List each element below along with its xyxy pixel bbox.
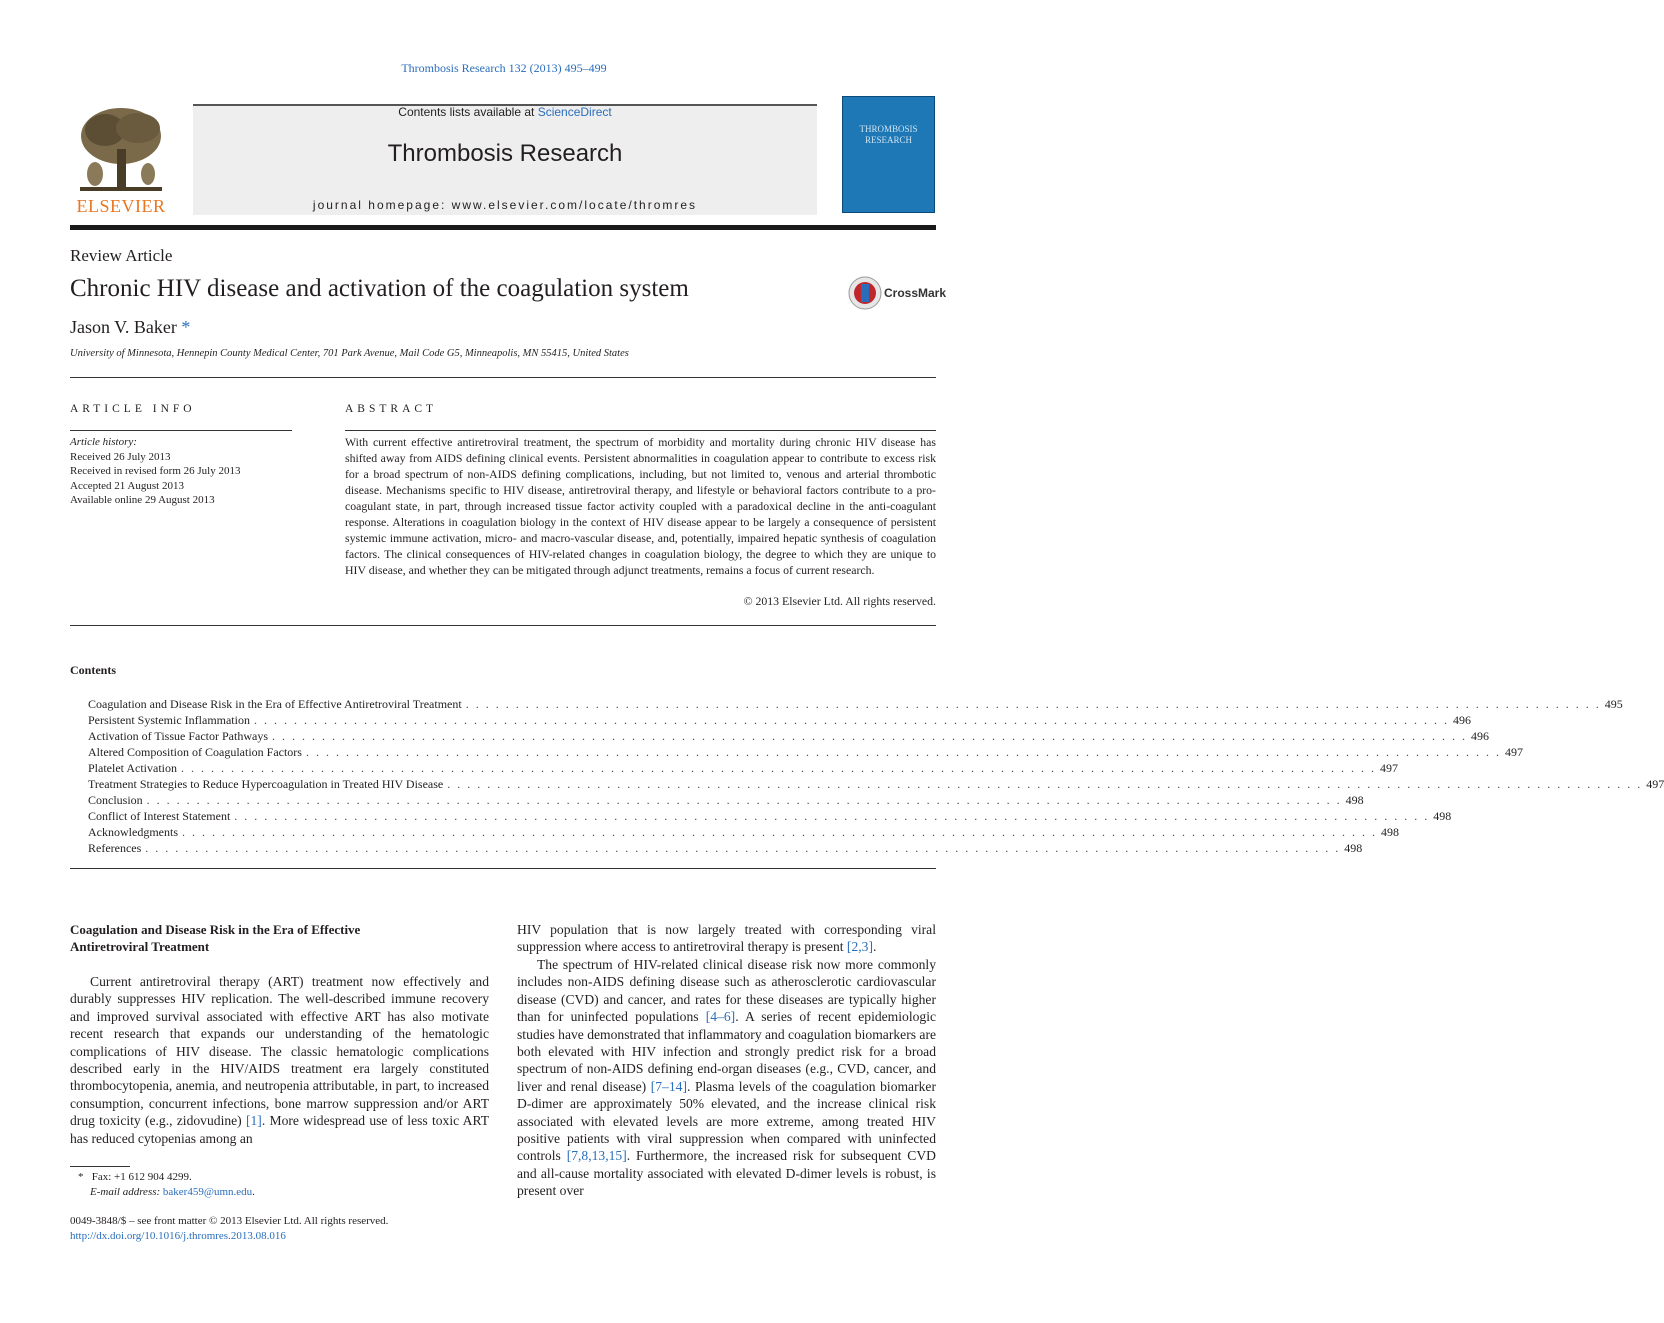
contents-availability	[193, 105, 817, 119]
footnote	[78, 1170, 255, 1200]
toc-item-title[interactable]: Persistent Systemic Inflammation	[88, 713, 250, 727]
toc-item-title[interactable]: Platelet Activation	[88, 761, 177, 775]
abstract-heading: ABSTRACT	[345, 403, 438, 415]
front-matter	[70, 1214, 388, 1244]
toc-item-page: 498	[1433, 809, 1452, 823]
toc-item-title[interactable]: Acknowledgments	[88, 825, 178, 839]
journal-cover-title: THROMBOSIS RESEARCH	[859, 124, 918, 145]
right-p2-c: . Plasma levels of the coagulation biomarker D-dimer are approximately 50% elevated, and the increase clinical risk associated with elevated levels are more extreme, among treated HIV positive patients with viral suppression when compared with uninfected controls	[517, 1078, 936, 1164]
journal-citation[interactable]: Thrombosis Research 132 (2013) 495–499	[401, 61, 607, 75]
footnote-mark: *	[78, 1171, 84, 1183]
toc-item[interactable]: Treatment Strategies to Reduce Hypercoagulation in Treated HIV Disease . . . . . . . . . . . . . . . . . . . . . . . . . . . . . . . . . . . . . . . . . . . . . . . . . . . . . . . . . . . . . . . . . . . . . . . . . . . . . . . . . . . . . . . . . . . . . . . . . . . . . . . . . . . . . . . . . . . . . . . . 497	[88, 777, 1664, 791]
abstract-rule	[345, 430, 936, 431]
body-paragraph-left	[70, 973, 489, 1147]
right-p1-text: HIV population that is now largely treated with corresponding viral suppression where access to antiretroviral therapy is present	[517, 922, 936, 955]
left-p1-text: Current antiretroviral therapy (ART) treatment now effectively and durably suppresses HIV replication. The well-described immune recovery and improved survival associated with effective ART has also motivate recent research that expands our understanding of the hematologic complications of HIV disease. The classic hematologic complications described early in the HIV/AIDS treatment era largely constituted thrombocytopenia, anemia, and neutropenia attributable, in part, to increased consumption, concurrent infections, bone marrow suppression and/or ART drug toxicity (e.g., zidovudine)	[70, 974, 489, 1129]
left-p1-end: . More widespread use of less toxic ART has reduced cytopenias among an	[70, 1113, 490, 1146]
toc-item[interactable]: Persistent Systemic Inflammation . . . . . . . . . . . . . . . . . . . . . . . . . . . . . . . . . . . . . . . . . . . . . . . . . . . . . . . . . . . . . . . . . . . . . . . . . . . . . . . . . . . . . . . . . . . . . . . . . . . . . . . . . . . . . . . . . . . . . . . . 496	[88, 713, 1471, 727]
citation-link[interactable]: [4–6]	[705, 1009, 736, 1025]
history-revised: Received in revised form 26 July 2013	[70, 465, 241, 477]
journal-homepage[interactable]: journal homepage: www.elsevier.com/locate/thromres	[312, 198, 698, 212]
toc-item-page: 497	[1504, 745, 1523, 759]
title-rule	[70, 377, 936, 378]
toc-item[interactable]: Activation of Tissue Factor Pathways . . . . . . . . . . . . . . . . . . . . . . . . . . . . . . . . . . . . . . . . . . . . . . . . . . . . . . . . . . . . . . . . . . . . . . . . . . . . . . . . . . . . . . . . . . . . . . . . . . . . . . . . . . . . . . . . . . . . . . . . 496	[88, 729, 1489, 743]
body-paragraph-right-1	[517, 921, 936, 956]
right-p2-b: . A series of recent epidemiologic studies have demonstrated that inflammatory and coagulation biomarkers are both elevated with HIV infection and strongly predict risk for a broad spectrum of non-AIDS defining end-organ diseases (e.g., CVD, cancer, and liver and renal disease)	[517, 1009, 937, 1094]
crossmark-icon[interactable]	[848, 276, 882, 315]
toc-item-page: 496	[1471, 729, 1489, 743]
toc-item-title[interactable]: Conflict of Interest Statement	[88, 809, 231, 823]
history-label: Article history:	[70, 436, 137, 448]
history-online: Available online 29 August 2013	[70, 494, 215, 506]
article-title: Chronic HIV disease and activation of the coagulation system	[70, 275, 689, 302]
footnote-email-end: .	[252, 1186, 255, 1198]
toc-item-title[interactable]: Coagulation and Disease Risk in the Era of Effective Antiretroviral Treatment	[88, 697, 462, 711]
crossmark-label[interactable]: CrossMark	[884, 286, 947, 300]
toc-item-page: 498	[1344, 841, 1363, 855]
journal-cover	[842, 96, 935, 213]
corresponding-author-mark[interactable]: *	[181, 317, 191, 337]
section-heading: Coagulation and Disease Risk in the Era of Effective Antiretroviral Treatment	[70, 922, 361, 954]
affiliation: University of Minnesota, Hennepin County Medical Center, 701 Park Avenue, Mail Code G5, Minneapolis, MN 55415, United States	[70, 348, 629, 359]
toc-item-page: 497	[1646, 777, 1664, 791]
footnote-email-label: E-mail address:	[90, 1186, 161, 1198]
sciencedirect-link[interactable]: ScienceDirect	[537, 105, 612, 119]
footnote-rule	[70, 1166, 130, 1167]
toc-item[interactable]: References . . . . . . . . . . . . . . . . . . . . . . . . . . . . . . . . . . . . . . . . . . . . . . . . . . . . . . . . . . . . . . . . . . . . . . . . . . . . . . . . . . . . . . . . . . . . . . . . . . . . . . . . . . . . . . . . . . . . . . . . 498	[88, 841, 1363, 855]
toc-item[interactable]: Coagulation and Disease Risk in the Era of Effective Antiretroviral Treatment . . . . . . . . . . . . . . . . . . . . . . . . . . . . . . . . . . . . . . . . . . . . . . . . . . . . . . . . . . . . . . . . . . . . . . . . . . . . . . . . . . . . . . . . . . . . . . . . . . . . . . . . . . . . . . . . . . 495	[88, 697, 1623, 711]
body-paragraph-right-2	[517, 956, 936, 1200]
toc-item-title[interactable]: Altered Composition of Coagulation Factors	[88, 745, 302, 759]
toc-item-page: 498	[1380, 825, 1399, 839]
abstract-bottom-rule	[70, 625, 936, 626]
table-of-contents	[88, 697, 1664, 857]
toc-item[interactable]: Conclusion . . . . . . . . . . . . . . . . . . . . . . . . . . . . . . . . . . . . . . . . . . . . . . . . . . . . . . . . . . . . . . . . . . . . . . . . . . . . . . . . . . . . . . . . . . . . . . . . . . . . . . . . . . . . . . . . . . . . . . . . 498	[88, 793, 1364, 807]
article-history	[70, 435, 240, 508]
toc-item-page: 497	[1379, 761, 1398, 775]
author-email-link[interactable]: baker459@umn.edu	[162, 1186, 253, 1198]
journal-name: Thrombosis Research	[387, 140, 623, 167]
author	[70, 317, 190, 338]
right-p2-d: . Furthermore, the increased risk for subsequent CVD and all-cause mortality associated with elevated D-dimer levels is robust, is present over	[517, 1148, 936, 1199]
issn-line: 0049-3848/$ – see front matter © 2013 Elsevier Ltd. All rights reserved.	[70, 1215, 389, 1227]
abstract-copyright: © 2013 Elsevier Ltd. All rights reserved.	[743, 594, 936, 608]
abstract-text: With current effective antiretroviral treatment, the spectrum of morbidity and mortality during chronic HIV disease has shifted away from AIDS defining clinical events. Persistent abnormalities in coagulation appear to contribute to excess risk for a broad spectrum of non-AIDS defining complications, including, but not limited to, venous and arterial thrombotic disease. Mechanisms specific to HIV disease, antiretroviral therapy, and lifestyle or behavioral factors contribute to a pro-coagulant state, in part, through increased tissue factor activity coupled with a paradoxical decline in the anti-coagulant response. Alterations in coagulation biology in the context of HIV disease appear to be largely a consequence of persistent systemic immune activation, micro- and macro-vascular disease, and, potentially, impaired hepatic synthesis of coagulation factors. The clinical consequences of HIV-related changes in coagulation biology, the degree to which they are unique to HIV disease, and whether they can be mitigated through adjunct treatments, remains a focus of current research.	[345, 435, 936, 577]
toc-item-page: 498	[1345, 793, 1364, 807]
toc-item-title[interactable]: References	[88, 841, 142, 855]
article-info-heading: ARTICLE INFO	[70, 403, 196, 415]
contents-prefix: Contents lists available at	[398, 105, 538, 119]
history-received: Received 26 July 2013	[70, 450, 171, 463]
article-type: Review Article	[70, 246, 173, 265]
contents-heading: Contents	[70, 663, 117, 677]
doi-link[interactable]: http://dx.doi.org/10.1016/j.thromres.2013.08.016	[70, 1230, 286, 1242]
toc-item[interactable]: Conflict of Interest Statement . . . . . . . . . . . . . . . . . . . . . . . . . . . . . . . . . . . . . . . . . . . . . . . . . . . . . . . . . . . . . . . . . . . . . . . . . . . . . . . . . . . . . . . . . . . . . . . . . . . . . . . . . . . . . . . . . . . . . . . . 498	[88, 809, 1452, 823]
citation-link[interactable]: [1]	[245, 1113, 262, 1129]
toc-item[interactable]: Acknowledgments . . . . . . . . . . . . . . . . . . . . . . . . . . . . . . . . . . . . . . . . . . . . . . . . . . . . . . . . . . . . . . . . . . . . . . . . . . . . . . . . . . . . . . . . . . . . . . . . . . . . . . . . . . . . . . . . . . . . . . . . 498	[88, 825, 1399, 839]
toc-item-title[interactable]: Treatment Strategies to Reduce Hypercoagulation in Treated HIV Disease	[88, 777, 444, 791]
citation-link[interactable]: [7,8,13,15]	[566, 1148, 627, 1164]
toc-item[interactable]: Altered Composition of Coagulation Factors . . . . . . . . . . . . . . . . . . . . . . . . . . . . . . . . . . . . . . . . . . . . . . . . . . . . . . . . . . . . . . . . . . . . . . . . . . . . . . . . . . . . . . . . . . . . . . . . . . . . . . . . . . . . . . . . . . . . . . . . 497	[88, 745, 1523, 759]
toc-item-title[interactable]: Activation of Tissue Factor Pathways	[88, 729, 268, 743]
toc-item-page: 496	[1452, 713, 1471, 727]
elsevier-wordmark: ELSEVIER	[76, 196, 166, 216]
citation-link[interactable]: [2,3]	[846, 939, 873, 955]
toc-item[interactable]: Platelet Activation . . . . . . . . . . . . . . . . . . . . . . . . . . . . . . . . . . . . . . . . . . . . . . . . . . . . . . . . . . . . . . . . . . . . . . . . . . . . . . . . . . . . . . . . . . . . . . . . . . . . . . . . . . . . . . . . . . . . . . . . 497	[88, 761, 1398, 775]
citation-link[interactable]: [7–14]	[650, 1078, 687, 1094]
history-accepted: Accepted 21 August 2013	[70, 479, 184, 492]
footnote-fax: Fax: +1 612 904 4299.	[91, 1171, 192, 1183]
author-name: Jason V. Baker	[70, 317, 177, 337]
right-p2-a: The spectrum of HIV-related clinical disease risk now more commonly includes non-AIDS defining disease such as atherosclerotic cardiovascular disease (CVD) and cancer, and rates for these diseases are typically higher than for uninfected populations	[517, 957, 936, 1025]
contents-bottom-rule	[70, 868, 936, 869]
header-rule	[70, 225, 936, 230]
article-info-rule	[70, 430, 292, 431]
right-p1-end: .	[872, 939, 877, 955]
toc-item-title[interactable]: Conclusion	[88, 793, 143, 807]
toc-item-page: 495	[1604, 697, 1623, 711]
